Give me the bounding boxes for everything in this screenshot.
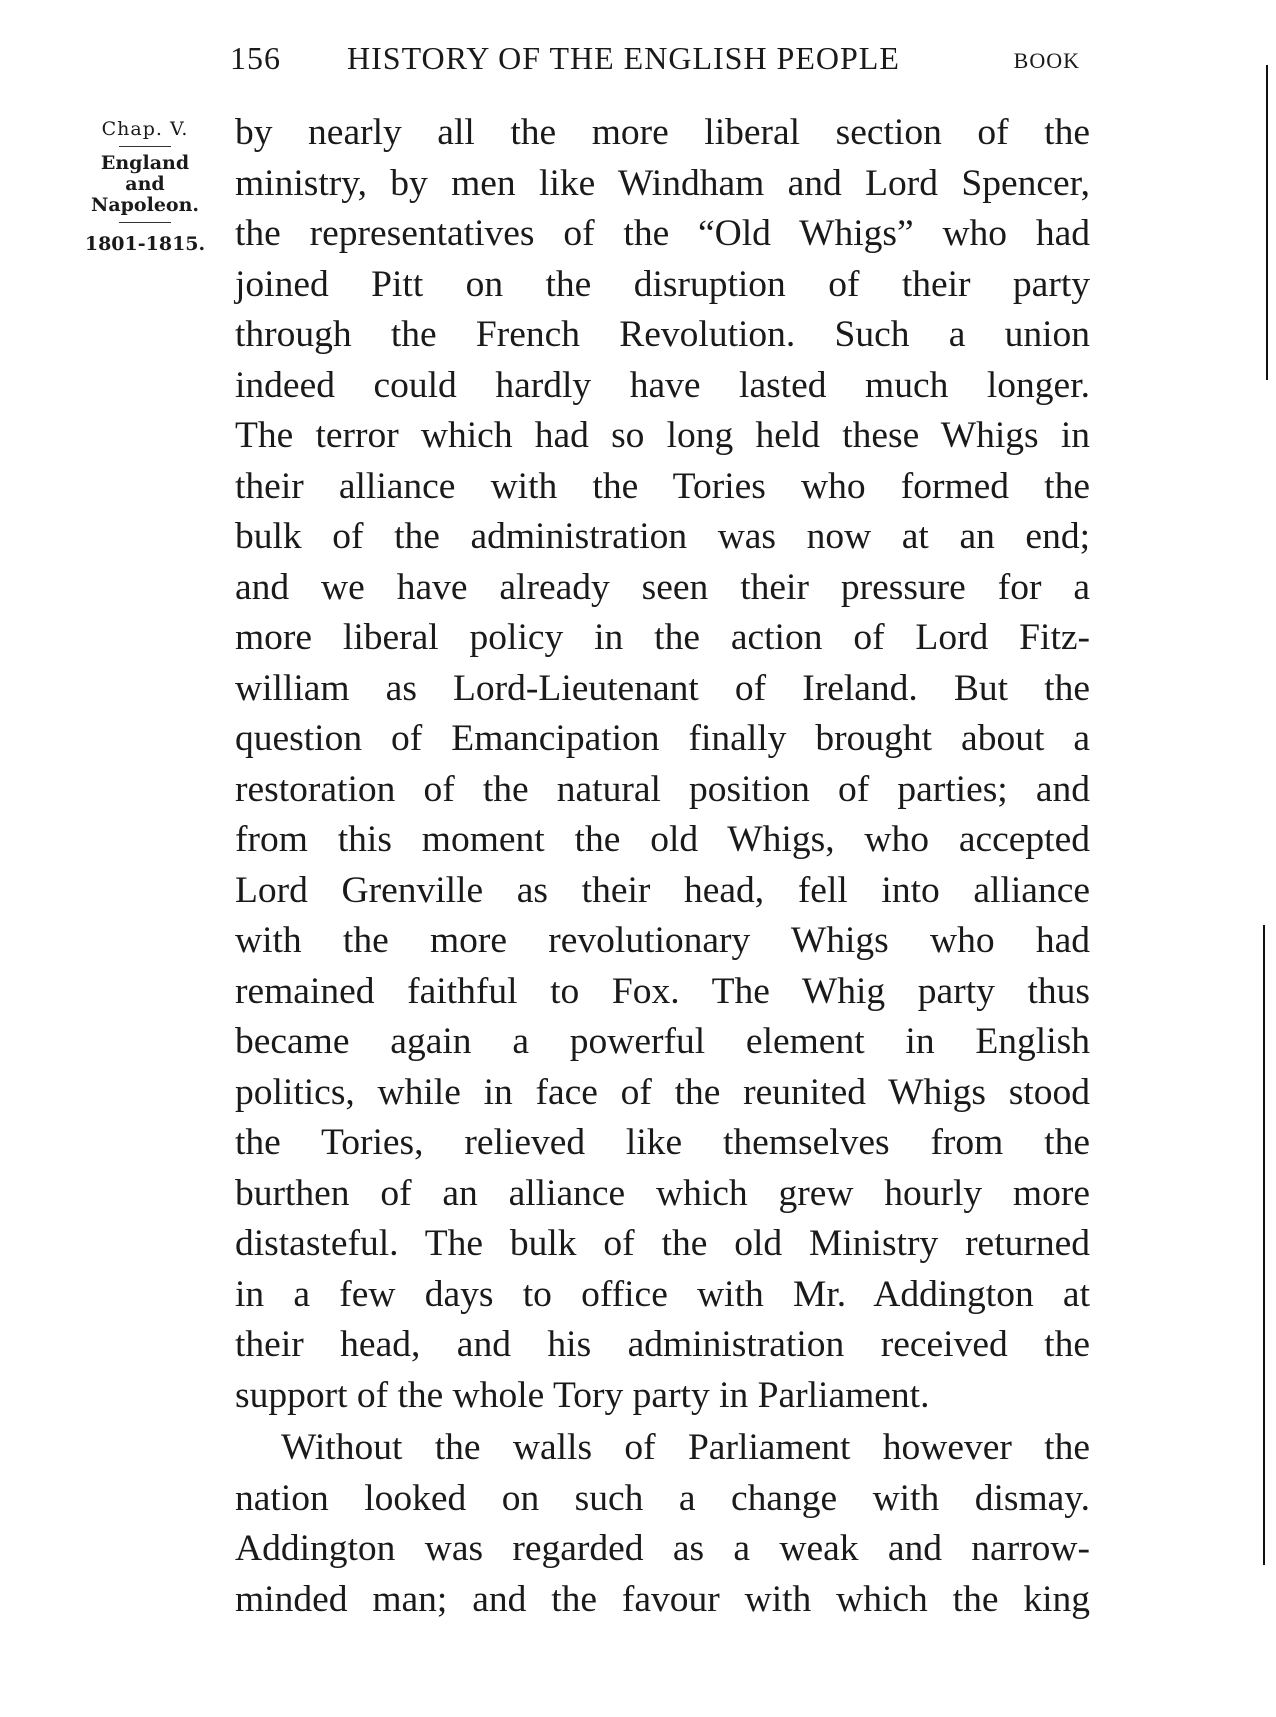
page-edge-rule bbox=[1263, 925, 1265, 1565]
date-range: 1801-1815. bbox=[84, 233, 206, 255]
text-line: restoration of the natural position of parties; and bbox=[235, 768, 1090, 810]
text-line: and we have already seen their pressure for a bbox=[235, 566, 1090, 608]
topic-line-2: and bbox=[125, 173, 165, 195]
text-line: bulk of the administration was now at an end; bbox=[235, 516, 1090, 557]
text-line: with the more revolutionary Whigs who had bbox=[235, 920, 1090, 961]
text-line: politics, while in face of the reunited Whigs stood bbox=[235, 1071, 1090, 1113]
text-line: their head, and his administration received the bbox=[235, 1324, 1090, 1365]
paragraph-first-line: Without the walls of Parliament however the bbox=[281, 1427, 1090, 1468]
book-label: BOOK bbox=[1013, 48, 1080, 73]
text-line: remained faithful to Fox. The Whig party thus bbox=[235, 970, 1090, 1012]
body-text bbox=[235, 108, 1090, 1625]
text-line: minded man; and the favour with which the king bbox=[235, 1578, 1090, 1620]
chapter-label: Chap. V. bbox=[101, 118, 189, 140]
page-number: 156 bbox=[230, 40, 281, 76]
topic-line-1: England bbox=[100, 152, 190, 174]
text-line: ministry, by men like Windham and Lord Spencer, bbox=[235, 162, 1090, 204]
text-line: their alliance with the Tories who formed the bbox=[235, 465, 1090, 507]
text-line: Addington was regarded as a weak and narrow- bbox=[235, 1528, 1090, 1569]
text-line: joined Pitt on the disruption of their party bbox=[235, 263, 1090, 305]
text-line: became again a powerful element in English bbox=[235, 1021, 1090, 1062]
sidenote-rule bbox=[119, 222, 171, 223]
text-line: in a few days to office with Mr. Addington at bbox=[235, 1273, 1090, 1315]
sidenote-rule bbox=[119, 146, 171, 147]
text-line: nation looked on such a change with dismay. bbox=[235, 1477, 1090, 1519]
text-line: The terror which had so long held these Whigs in bbox=[235, 415, 1090, 456]
text-line: distasteful. The bulk of the old Ministry returned bbox=[235, 1223, 1090, 1264]
text-line: from this moment the old Whigs, who accepted bbox=[235, 819, 1090, 860]
margin-sidenote bbox=[80, 118, 210, 255]
text-line: through the French Revolution. Such a union bbox=[235, 314, 1090, 355]
page-edge-rule bbox=[1266, 65, 1268, 380]
text-line: Lord Grenville as their head, fell into alliance bbox=[235, 869, 1090, 911]
text-line: support of the whole Tory party in Parliament. bbox=[235, 1374, 930, 1416]
page-header bbox=[230, 30, 1080, 80]
topic-line-3: Napoleon. bbox=[90, 194, 200, 216]
text-line: burthen of an alliance which grew hourly more bbox=[235, 1172, 1090, 1214]
text-line: the Tories, relieved like themselves from the bbox=[235, 1122, 1090, 1163]
text-line: more liberal policy in the action of Lord Fitz- bbox=[235, 617, 1090, 658]
text-line: the representatives of the “Old Whigs” who had bbox=[235, 213, 1090, 254]
text-line: william as Lord-Lieutenant of Ireland. But the bbox=[235, 667, 1090, 709]
text-line: question of Emancipation finally brought about a bbox=[235, 718, 1090, 759]
running-title: HISTORY OF THE ENGLISH PEOPLE bbox=[347, 40, 900, 76]
text-line: by nearly all the more liberal section of the bbox=[235, 112, 1090, 153]
text-line: indeed could hardly have lasted much longer. bbox=[235, 364, 1090, 406]
